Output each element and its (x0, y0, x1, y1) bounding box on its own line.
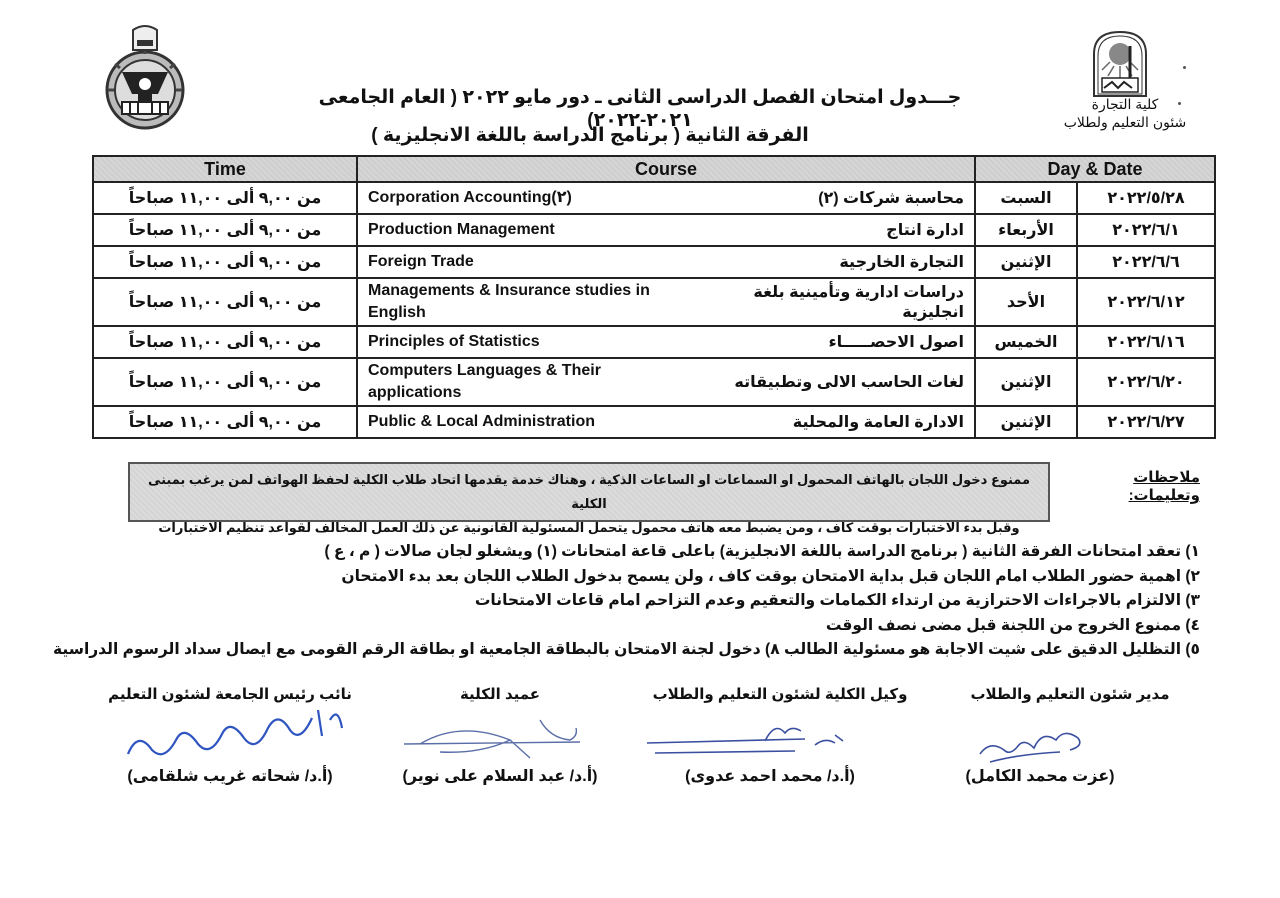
instruction-item: ٣) الالتزام بالاجراءات الاحترازية من ارتداء الكمامات والتعقيم وعدم التزاحم امام قاعات الامتحانات (474, 592, 1200, 609)
course-cell (357, 278, 975, 326)
exam-schedule-table (92, 155, 1216, 439)
notes-line: وقبل بدء الاختبارات بوقت كاف ، ومن يضبط معه هاتف محمول يتحمل المسئولية القانونية عن ذلك العمل المخالف لقواعد تنظيم الاختبارات (158, 520, 1020, 535)
instruction-item: ٥) التظليل الدقيق على شيت الاجابة هو مسئولية الطالب ٨) دخول لجنة الامتحان بالبطاقة الجامعية او بطاقة الرقم القومى مع ايصال سداد الرسوم الدراسية (52, 641, 1200, 658)
signatory-title: عميد الكلية (459, 686, 541, 703)
instruction-item: ٢) اهمية حضور الطلاب امام اللجان قبل بداية الامتحان بوقت كاف ، ولن يسمح بدخول الطلاب اللجان بعد بدء الامتحان (341, 567, 1200, 585)
signature-mark-icon (645, 715, 865, 770)
table-row (93, 246, 1215, 278)
course-cell (357, 326, 975, 358)
signatory-name: (أ.د/ شحاته غريب شلقامى) (127, 768, 333, 785)
signatory-name: (عزت محمد الكامل) (965, 768, 1115, 785)
course-name-english: Corporation Accounting(٢) (368, 189, 572, 206)
exam-time: من ٩,٠٠ ألى ١١,٠٠ صباحاً (93, 278, 357, 326)
exam-day: الإثنين (975, 358, 1077, 406)
notes-box (128, 462, 1050, 535)
exam-day: الإثنين (975, 246, 1077, 278)
course-cell (357, 406, 975, 438)
page-title: جـــدول امتحان الفصل الدراسى الثانى ـ دور مايو ٢٠٢٢ ( العام الجامعى ٢٠٢١-٢٠٢٢) (318, 87, 962, 131)
exam-date: ٢٠٢٢/٦/٢٧ (1077, 406, 1215, 438)
signatory-title: نائب رئيس الجامعة لشئون التعليم (108, 686, 352, 703)
course-cell (357, 358, 975, 406)
notes-label: ملاحظات وتعليمات: (1128, 469, 1200, 504)
signatory-title: وكيل الكلية لشئون التعليم والطلاب (652, 686, 908, 703)
exam-date: ٢٠٢٢/٦/١٦ (1077, 326, 1215, 358)
table-header-row (93, 156, 1215, 182)
table-row (93, 358, 1215, 406)
table-row (93, 406, 1215, 438)
header-time: Time (93, 156, 357, 182)
exam-date: ٢٠٢٢/٦/٢٠ (1077, 358, 1215, 406)
exam-time: من ٩,٠٠ ألى ١١,٠٠ صباحاً (93, 182, 357, 214)
instruction-item: ٤) ممنوع الخروج من اللجنة قبل مضى نصف الوقت (825, 616, 1200, 634)
course-name-english: Production Management (368, 221, 555, 238)
course-name-english: Computers Languages & Their applications (368, 362, 601, 401)
signature-mark-icon (400, 708, 600, 773)
course-name-arabic: التجارة الخارجية (839, 254, 964, 271)
table-row (93, 214, 1215, 246)
exam-time: من ٩,٠٠ ألى ١١,٠٠ صباحاً (93, 326, 357, 358)
assiut-university-logo (1088, 28, 1152, 98)
faculty-name: كلية التجارة (1091, 96, 1159, 112)
signatory-title: مدير شئون التعليم والطلاب (970, 686, 1170, 703)
course-cell (357, 182, 975, 214)
course-name-arabic: ادارة انتاج (886, 222, 964, 239)
course-name-arabic: محاسبة شركات (٢) (818, 190, 964, 207)
exam-day: الخميس (975, 326, 1077, 358)
scan-speck (1183, 66, 1186, 69)
instruction-item: ١) تعقد امتحانات الفرقة الثانية ( برنامج الدراسة باللغة الانجليزية) باعلى قاعة امتحانات (١) ويشغلو لجان صالات ( م ، ع ) (324, 543, 1200, 560)
instructions-list (52, 540, 1200, 663)
page-subtitle: الفرقة الثانية ( برنامج الدراسة باللغة الانجليزية ) (371, 125, 809, 146)
course-name-english: Managements & Insurance studies in English (368, 282, 650, 321)
exam-date: ٢٠٢٢/٦/١٢ (1077, 278, 1215, 326)
table-row (93, 326, 1215, 358)
signatory-name: (أ.د/ محمد احمد عدوى) (685, 768, 855, 785)
table-row (93, 182, 1215, 214)
exam-time: من ٩,٠٠ ألى ١١,٠٠ صباحاً (93, 406, 357, 438)
exam-day: السبت (975, 182, 1077, 214)
course-name-arabic: دراسات ادارية وتأمينية بلغة انجليزية (753, 284, 964, 321)
course-name-english: Public & Local Administration (368, 413, 595, 430)
course-name-english: Foreign Trade (368, 253, 474, 270)
exam-day: الأربعاء (975, 214, 1077, 246)
signature-handwriting (118, 700, 348, 775)
course-name-arabic: لغات الحاسب الالى وتطبيقاته (734, 374, 964, 391)
table-row (93, 278, 1215, 326)
exam-time: من ٩,٠٠ ألى ١١,٠٠ صباحاً (93, 246, 357, 278)
exam-date: ٢٠٢٢/٦/١ (1077, 214, 1215, 246)
course-name-arabic: اصول الاحصـــــاء (828, 334, 964, 351)
header-course: Course (357, 156, 975, 182)
university-emblem-logo (100, 24, 190, 134)
exam-day: الإثنين (975, 406, 1077, 438)
header-day-date: Day & Date (975, 156, 1215, 182)
notes-line: ممنوع دخول اللجان بالهاتف المحمول او السماعات او الساعات الذكية ، وهناك خدمة يقدمها اتحاد طلاب الكلية لحفظ الهواتف لمن يرغب بمبنى الكلية (147, 472, 1031, 511)
exam-time: من ٩,٠٠ ألى ١١,٠٠ صباحاً (93, 358, 357, 406)
exam-date: ٢٠٢٢/٥/٢٨ (1077, 182, 1215, 214)
exam-time: من ٩,٠٠ ألى ١١,٠٠ صباحاً (93, 214, 357, 246)
exam-date: ٢٠٢٢/٦/٦ (1077, 246, 1215, 278)
signatory-name: (أ.د/ عبد السلام على نوير) (402, 768, 598, 785)
exam-day: الأحد (975, 278, 1077, 326)
course-name-english: Principles of Statistics (368, 333, 540, 350)
course-cell (357, 214, 975, 246)
course-cell (357, 246, 975, 278)
department-name: شئون التعليم ولطلاب (1063, 114, 1187, 130)
course-name-arabic: الادارة العامة والمحلية (792, 414, 964, 431)
